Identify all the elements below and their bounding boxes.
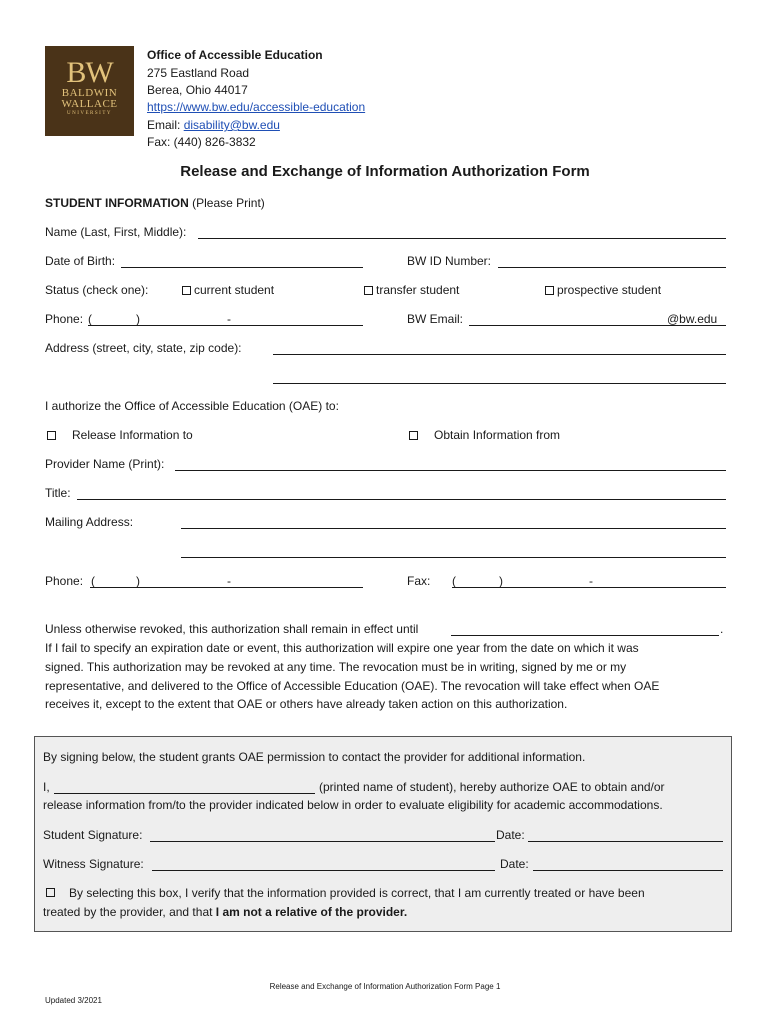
phone-label: Phone:: [45, 312, 84, 326]
consent-line2: release information from/to the provider indicated below in order to evaluate eligibility for academic accommodations.: [43, 798, 663, 812]
dob-field[interactable]: [121, 267, 363, 268]
form-title: Release and Exchange of Information Authorization Form: [180, 163, 590, 180]
logo-line-baldwin: BALDWIN: [61, 87, 118, 99]
revoke-line1-period: .: [720, 622, 724, 636]
revoke-line4: representative, and delivered to the Office of Accessible Education (OAE). The revocation will take effect when OAE: [45, 679, 660, 693]
logo-line-university: UNIVERSITY: [67, 111, 112, 116]
verify-line2-bold: I am not a relative of the provider.: [215, 905, 408, 919]
status-transfer[interactable]: [364, 283, 459, 298]
obtain-info-label: Obtain Information from: [434, 428, 561, 442]
student-info-heading: [45, 196, 265, 211]
provider-fax-paren-close: ): [499, 574, 503, 588]
status-label: Status (check one):: [45, 283, 149, 297]
provider-title-label: Title:: [45, 486, 71, 500]
office-name: Office of Accessible Education: [147, 48, 323, 62]
consent-printed-text: (printed name of student), hereby authorize OAE to obtain and/or: [319, 780, 665, 794]
phone-field[interactable]: [88, 325, 363, 326]
revoke-line5: receives it, except to the extent that OAE or others have already taken action on this authorization.: [45, 697, 568, 711]
address-label: Address (street, city, state, zip code):: [45, 341, 242, 355]
witness-signature-field[interactable]: [152, 870, 495, 871]
provider-title-field[interactable]: [77, 499, 726, 500]
student-date-field[interactable]: [528, 841, 723, 842]
office-city: Berea, Ohio 44017: [147, 83, 248, 97]
name-label: Name (Last, First, Middle):: [45, 225, 187, 239]
consent-i-label: I,: [43, 780, 50, 794]
phone-paren-open: (: [88, 312, 92, 326]
footer-page-label: Release and Exchange of Information Authorization Form Page 1: [269, 982, 501, 991]
student-printed-name-field[interactable]: [54, 793, 315, 794]
student-info-heading-bold: STUDENT INFORMATION: [45, 196, 189, 210]
revoke-line2: If I fail to specify an expiration date or event, this authorization will expire one year from the date on which it was: [45, 641, 639, 655]
mailing-address-line2[interactable]: [181, 557, 726, 558]
bw-id-field[interactable]: [498, 267, 726, 268]
obtain-info-checkbox[interactable]: [409, 431, 418, 440]
provider-fax-paren-open: (: [452, 574, 456, 588]
office-fax: Fax: (440) 826-3832: [147, 135, 256, 149]
release-info-checkbox[interactable]: [47, 431, 56, 440]
address-field-line1[interactable]: [273, 354, 726, 355]
bw-id-label: BW ID Number:: [407, 254, 492, 268]
office-url-link[interactable]: [147, 100, 365, 115]
verify-checkbox[interactable]: [46, 888, 55, 897]
footer-updated: Updated 3/2021: [45, 996, 102, 1005]
name-field[interactable]: [198, 238, 726, 239]
current-student-checkbox[interactable]: [182, 286, 191, 295]
office-email-link[interactable]: disability@bw.edu: [183, 118, 280, 132]
provider-name-field[interactable]: [175, 470, 726, 471]
office-email: [147, 118, 280, 133]
student-info-heading-note: (Please Print): [188, 196, 265, 210]
mailing-address-label: Mailing Address:: [45, 515, 134, 529]
logo-line-wallace: WALLACE: [61, 98, 118, 110]
student-signature-field[interactable]: [150, 841, 495, 842]
witness-date-field[interactable]: [533, 870, 723, 871]
transfer-student-checkbox[interactable]: [364, 286, 373, 295]
status-prospective[interactable]: [545, 283, 661, 298]
revoke-line1: Unless otherwise revoked, this authorization shall remain in effect until: [45, 622, 419, 636]
provider-phone-label: Phone:: [45, 574, 84, 588]
bw-email-suffix: @bw.edu: [667, 312, 718, 326]
transfer-student-label: transfer student: [376, 283, 460, 297]
provider-fax-label: Fax:: [407, 574, 431, 588]
current-student-label: current student: [194, 283, 275, 297]
prospective-student-checkbox[interactable]: [545, 286, 554, 295]
verify-line2: [43, 905, 407, 920]
verify-line1: By selecting this box, I verify that the information provided is correct, that I am currently treated or have been: [69, 886, 645, 900]
provider-phone-paren-close: ): [136, 574, 140, 588]
university-logo: [45, 46, 134, 136]
logo-initials: BW: [66, 56, 113, 89]
office-url[interactable]: https://www.bw.edu/accessible-education: [147, 100, 366, 114]
witness-signature-label: Witness Signature:: [43, 857, 144, 871]
authorize-intro: I authorize the Office of Accessible Education (OAE) to:: [45, 399, 339, 413]
phone-paren-close: ): [136, 312, 140, 326]
address-field-line2[interactable]: [273, 383, 726, 384]
provider-phone-dash: -: [227, 574, 231, 588]
student-signature-label: Student Signature:: [43, 828, 143, 842]
consent-intro: By signing below, the student grants OAE permission to contact the provider for additional information.: [43, 750, 586, 764]
prospective-student-label: prospective student: [557, 283, 662, 297]
phone-dash: -: [227, 312, 231, 326]
witness-date-label: Date:: [500, 857, 529, 871]
dob-label: Date of Birth:: [45, 254, 116, 268]
revoke-line3: signed. This authorization may be revoked at any time. The revocation must be in writing, signed by me or my: [45, 660, 627, 674]
provider-fax-dash: -: [589, 574, 593, 588]
provider-name-label: Provider Name (Print):: [45, 457, 165, 471]
student-date-label: Date:: [496, 828, 525, 842]
mailing-address-line1[interactable]: [181, 528, 726, 529]
provider-phone-paren-open: (: [91, 574, 95, 588]
bw-email-label: BW Email:: [407, 312, 464, 326]
verify-line2-text: treated by the provider, and that: [43, 905, 216, 919]
expiration-field[interactable]: [451, 635, 719, 636]
release-info-label: Release Information to: [72, 428, 193, 442]
office-email-label: Email:: [147, 118, 181, 132]
office-street: 275 Eastland Road: [147, 66, 250, 80]
status-current[interactable]: [182, 283, 274, 298]
